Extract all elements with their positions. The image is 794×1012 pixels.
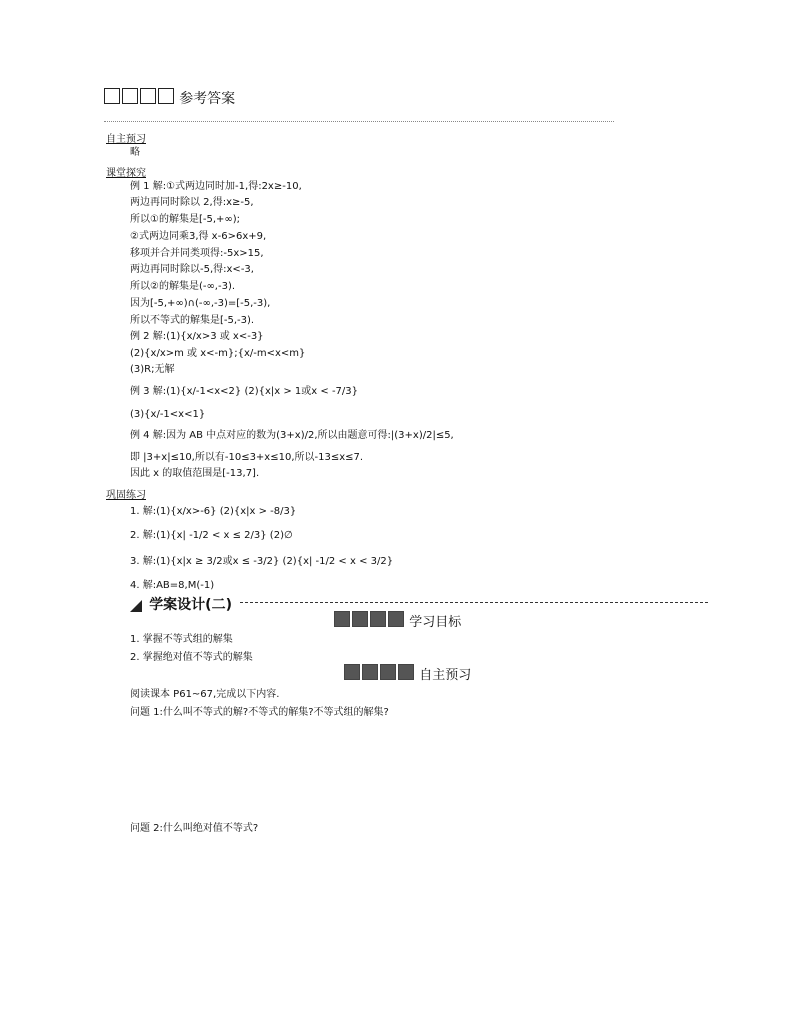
preview-box [380,664,396,680]
example-line: 移项并合并同类项得:-5x>15, [130,248,264,259]
preview-intro: 阅读课本 P61~67,完成以下内容. [130,689,280,700]
example-line: 两边再同时除以 2,得:x≥-5, [130,197,254,208]
example-line: 因为[-5,+∞)∩(-∞,-3)=[-5,-3), [130,298,271,309]
goal-box [370,611,386,627]
example-line: 例 2 解:(1){x/x>3 或 x<-3} [130,331,264,342]
dotted-divider [104,121,614,122]
header-box [122,88,138,104]
goal-boxes [334,611,404,627]
example-line: (3){x/-1<x<1} [130,409,206,420]
answer-title: 参考答案 [179,91,236,107]
goal-item: 1. 掌握不等式组的解集 [130,634,233,645]
preview-box [398,664,414,680]
preview-title: 自主预习 [419,668,472,683]
goal-box [388,611,404,627]
banner-rule [240,602,708,603]
goal-item: 2. 掌握绝对值不等式的解集 [130,652,253,663]
practice-line: 2. 解:(1){x| -1/2 < x ≤ 2/3} (2)∅ [130,530,293,541]
example-line: 所以①的解集是[-5,+∞); [130,214,240,225]
preview-text: 略 [130,147,140,158]
header-boxes [104,88,174,104]
example-line: 两边再同时除以-5,得:x<-3, [130,264,254,275]
example-line: ②式两边同乘3,得 x-6>6x+9, [130,231,267,242]
section-practice: 巩固练习 [106,490,146,501]
answer-header [104,88,235,108]
example-line: 例 1 解:①式两边同时加-1,得:2x≥-10, [130,181,302,192]
preview-box [344,664,360,680]
goal-header [334,611,461,630]
preview-boxes [344,664,414,680]
preview-box [362,664,378,680]
header-box [140,88,156,104]
example-line: 例 3 解:(1){x/-1<x<2} (2){x|x > 1或x < -7/3} [130,386,359,397]
practice-line: 1. 解:(1){x/x>-6} (2){x|x > -8/3} [130,506,297,517]
example-line: 所以②的解集是(-∞,-3). [130,281,236,292]
goal-box [352,611,368,627]
banner-title: 学案设计(二) [149,597,232,613]
practice-line: 4. 解:AB=8,M(-1) [130,580,215,591]
example-line: (3)R;无解 [130,364,175,375]
triangle-icon [130,600,142,612]
goal-box [334,611,350,627]
example-line: 所以不等式的解集是[-5,-3). [130,315,255,326]
example-line: 因此 x 的取值范围是[-13,7]. [130,468,260,479]
section-explore: 课堂探究 [106,168,146,179]
example-line: (2){x/x>m 或 x<-m};{x/-m<x<m} [130,348,306,359]
example-line: 例 4 解:因为 AB 中点对应的数为(3+x)/2,所以由题意可得:|(3+x)/2|≤5, [130,430,454,441]
section-preview: 自主预习 [106,134,146,145]
practice-line: 3. 解:(1){x|x ≥ 3/2或x ≤ -3/2} (2){x| -1/2 < x < 3/2} [130,556,394,567]
question-2: 问题 2:什么叫绝对值不等式? [130,823,259,834]
preview-header [344,664,471,683]
header-box [158,88,174,104]
question-1: 问题 1:什么叫不等式的解?不等式的解集?不等式组的解集? [130,707,389,718]
header-box [104,88,120,104]
example-line: 即 |3+x|≤10,所以有-10≤3+x≤10,所以-13≤x≤7. [130,452,364,463]
goal-title: 学习目标 [409,615,462,630]
banner [130,594,232,614]
